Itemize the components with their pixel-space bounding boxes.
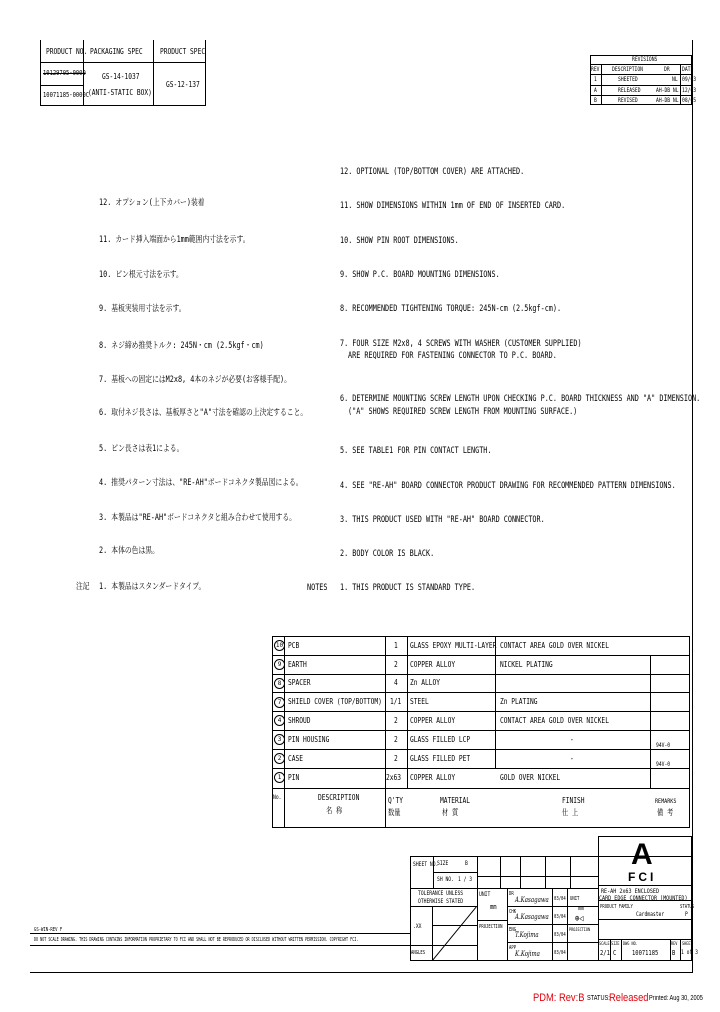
note-jp-9: 9. 基板実装用寸法を示す。 [99,304,186,314]
chk-signature: A.Kasagawa [515,913,549,921]
bom-qty-pin: 2x63 [386,773,402,782]
size-block-value: C [613,949,617,957]
projection-block-label: PROJECTION [569,928,591,933]
bom-finish-case: - [570,754,574,763]
tolerance-title: TOLERANCE UNLESS OTHERWISE STATED [418,890,464,905]
bom-qty-pcb: 1 [394,641,398,650]
product-no: 10071185-0000C [43,91,90,99]
packaging-spec-desc: (ANTI-STATIC BOX) [88,88,152,97]
product-family-value: Cardmaster [636,911,665,918]
bom-header-finish: FINISH [562,796,585,805]
unit-block-label: UNIT [570,896,580,902]
projection-symbol-icon: ⊕◁ [575,914,584,924]
header-product-spec: PRODUCT SPEC [160,47,206,56]
sheet-block-value: 1 of 3 [681,949,698,956]
bom-header-no: No. [273,794,282,801]
note-en-1: 1. THIS PRODUCT IS STANDARD TYPE. [340,583,476,593]
bom-qty-case: 2 [394,754,398,763]
dwg-no-label: DWG NO. [623,942,638,947]
note-jp-7: 7. 基板への固定にはM2x8, 4本のネジが必要(お客様手配)。 [99,375,291,385]
note-jp-11: 11. カード挿入端面から1mm範囲内寸法を示す。 [99,235,250,245]
bom-header-material: MATERIAL [440,796,471,805]
pdm-rev: PDM: Rev:B [533,992,585,1004]
bom-desc-pin: PIN [288,773,300,782]
bom-qty-shroud: 2 [394,716,398,725]
balloon-9: 9 [274,659,285,670]
bom-finish-earth: NICKEL PLATING [500,660,553,669]
sheet-block-label: SHEET [682,942,693,947]
bom-remarks-pin-housing: 94V-0 [656,742,671,749]
unit-value: mm [490,903,497,911]
rev-header-dr: DR [664,66,670,73]
disclaimer: DO NOT SCALE DRAWING. THIS DRAWING CONTAINS INFORMATION PROPRIETARY TO FCI AND SHALL NOT BE REPRODUCED OR DISCLOSED WITHOUT WRITTEN PERMISSION. COPYRIGHT FCI. [34,937,359,943]
rev-header-rev: REV [591,66,600,73]
bom-material-case: GLASS FILLED PET [410,754,471,763]
bom-finish-pcb: CONTACT AREA GOLD OVER NICKEL [500,641,609,650]
bom-material-spacer: Zn ALLOY [410,678,441,687]
bom-header-remarks-jp: 備 考 [657,808,674,817]
tol-row-xx: .XX [413,923,422,930]
tol-row-angles: ANGLES [411,950,426,956]
rev-row-2-date: 12/03 [682,87,697,94]
chk-date: 03/04 [554,914,566,920]
bom-header-description: DESCRIPTION [318,793,360,802]
bom-desc-shroud: SHROUD [288,716,311,725]
bom-desc-case: CASE [288,754,304,763]
bom-qty-shield-cover: 1/1 [390,697,402,706]
rev-row-1-date: 09/03 [682,76,697,83]
doc-ref: GS-WIN-REV F [34,927,63,933]
projection-label: PROJECTION [479,924,503,930]
bom-material-pin: COPPER ALLOY [410,773,456,782]
drawing-title-line-1: RE-AH 2x63 ENCLOSED [601,887,660,895]
bom-desc-earth: EARTH [288,660,307,669]
unit-block-value: mm [578,905,584,912]
status-label: STATUS: [587,995,610,1002]
note-en-5: 5. SEE TABLE1 FOR PIN CONTACT LENGTH. [340,446,492,456]
bom-qty-spacer: 4 [394,678,398,687]
drawing-title-line-2: CARD EDGE CONNECTOR (MOUNTED) [599,894,688,902]
tolerance-diagonal [432,906,477,961]
product-family-label: PRODUCT FAMILY [600,904,633,910]
note-jp-4: 4. 推奨パターン寸法は、"RE-AH"ボードコネクタ製品図による。 [99,478,303,488]
bom-desc-shield-cover: SHIELD COVER (TOP/BOTTOM) [288,697,382,706]
note-jp-5: 5. ピン長さは表1による。 [99,444,184,454]
note-jp-12: 12. オプション(上下カバー)装着 [99,198,205,208]
bom-desc-pcb: PCB [288,641,300,650]
eng-date: 03/04 [554,932,566,938]
bom-remarks-case: 94V-0 [656,761,671,768]
bom-header-qty-jp: 数量 [388,808,401,817]
rev-header-desc: DESCRIPTION [612,66,644,73]
balloon-8: 8 [274,678,285,689]
scale-value: 2/1 [600,949,610,957]
notes-jp-label: 注記 [76,582,90,592]
fci-logo-icon: A [631,838,653,871]
note-en-12: 12. OPTIONAL (TOP/BOTTOM COVER) ARE ATTACHED. [340,167,525,177]
note-en-6: 6. DETERMINE MOUNTING SCREW LENGTH UPON CHECKING P.C. BOARD THICKNESS AND "A" DIMENSION. [340,394,701,404]
balloon-3: 3 [274,734,285,745]
bom-header-material-jp: 材 質 [442,808,459,817]
status-block-label: STATUS [680,904,695,910]
sheet-label: SHEET NO. [413,861,439,868]
rev-row-1-rev: 1 [594,76,597,83]
dr-date: 03/04 [554,896,566,902]
rev-row-2-desc: RELEASED [618,87,641,94]
note-en-8: 8. RECOMMENDED TIGHTENING TORQUE: 245N-cm (2.5kgf-cm). [340,304,562,314]
size-label: SIZE [437,860,449,867]
drawing-frame [30,40,693,973]
balloon-4: 4 [274,715,285,726]
bom-header-qty: Q'TY [388,796,404,805]
note-en-7b: ARE REQUIRED FOR FASTENING CONNECTOR TO P.C. BOARD. [348,351,557,361]
sheet-no-label: SH NO. [437,876,454,883]
printed-date: Printed: Aug 30, 2005 [649,995,703,1002]
appr-date: 03/04 [554,950,566,956]
note-en-7: 7. FOUR SIZE M2x8, 4 SCREWS WITH WASHER (CUSTOMER SUPPLIED) [340,339,582,349]
rev-value: B [672,949,676,957]
chk-label: CHK [509,909,517,915]
appr-label: APP [509,945,517,951]
note-en-2: 2. BODY COLOR IS BLACK. [340,549,435,559]
header-packaging-spec: PACKAGING SPEC [90,47,143,56]
bom-desc-pin-housing: PIN HOUSING [288,735,330,744]
rev-row-3-dr: AH-DB NL [656,97,679,104]
note-en-9: 9. SHOW P.C. BOARD MOUNTING DIMENSIONS. [340,270,500,280]
product-spec-value: GS-12-137 [166,80,200,89]
rev-row-3-rev: B [594,97,597,104]
bom-qty-pin-housing: 2 [394,735,398,744]
note-en-4: 4. SEE "RE-AH" BOARD CONNECTOR PRODUCT DRAWING FOR RECOMMENDED PATTERN DIMENSIONS. [340,481,676,491]
note-jp-8: 8. ネジ締め推奨トルク: 245N・cm (2.5kgf・cm) [99,341,264,351]
notes-en-label: NOTES [307,583,328,593]
bom-material-shield-cover: STEEL [410,697,429,706]
bom-finish-pin: GOLD OVER NICKEL [500,773,561,782]
balloon-10: 10 [275,642,284,649]
eng-label: ENG [509,927,517,933]
note-jp-10: 10. ピン根元寸法を示す。 [99,270,183,280]
eng-signature: T.Kojima [515,931,539,939]
bom-header-finish-jp: 仕 上 [562,808,579,817]
rev-header-date: DATE [682,66,694,73]
bom-header-remarks: REMARKS [655,797,677,805]
note-en-3: 3. THIS PRODUCT USED WITH "RE-AH" BOARD CONNECTOR. [340,515,545,525]
bom-material-pin-housing: GLASS FILLED LCP [410,735,471,744]
status-block-value: P [685,911,688,918]
header-product-no: PRODUCT NO. [46,47,88,56]
bom-finish-shield-cover: Zn PLATING [500,697,538,706]
balloon-7: 7 [274,697,285,708]
status-value: Released [609,992,649,1004]
bom-desc-spacer: SPACER [288,678,311,687]
packaging-spec-no: GS-14-1037 [102,72,140,81]
dr-signature: A.Kasagawa [515,896,549,904]
note-jp-1: 1. 本製品はスタンダードタイプ。 [99,582,206,592]
rev-row-1-desc: SHEETED [618,76,638,83]
product-no-old: 10129705-0000 [43,69,86,77]
note-en-11: 11. SHOW DIMENSIONS WITHIN 1mm OF END OF INSERTED CARD. [340,201,566,211]
bom-material-shroud: COPPER ALLOY [410,716,456,725]
rev-row-2-dr: AH-DB NL [656,87,679,94]
sheet-no-value: 1 / 3 [458,876,473,883]
company-name: FCI [628,870,657,884]
note-en-6b: ("A" SHOWS REQUIRED SCREW LENGTH FROM MOUNTING SURFACE.) [348,407,578,417]
rev-row-3-desc: REVISED [618,97,638,104]
bom-finish-pin-housing: - [570,735,574,744]
bom-finish-shroud: CONTACT AREA GOLD OVER NICKEL [500,716,609,725]
rev-row-1-dr: NL [672,76,678,83]
size-value: B [465,860,468,867]
bom-material-earth: COPPER ALLOY [410,660,456,669]
note-jp-6: 6. 取付ネジ長さは、基板厚さと"A"寸法を確認の上決定すること。 [99,408,308,418]
rev-label: REV [671,942,678,947]
bom-qty-earth: 2 [394,660,398,669]
scale-label: SCALE [599,942,610,947]
note-jp-3: 3. 本製品は"RE-AH"ボードコネクタと組み合わせて使用する。 [99,513,296,523]
unit-label: UNIT [479,891,491,898]
balloon-2: 2 [274,753,285,764]
dwg-no-value: 10071185 [632,949,659,957]
size-block-label: SIZE [611,942,620,947]
dr-label: DR [509,891,514,897]
note-en-10: 10. SHOW PIN ROOT DIMENSIONS. [340,236,459,246]
balloon-1: 1 [274,772,285,783]
rev-row-2-rev: A [594,87,597,94]
note-jp-2: 2. 本体の色は黒。 [99,546,159,556]
rev-row-3-date: 08/05 [682,97,697,104]
appr-signature: K.Kojima [515,950,540,958]
revisions-title: REVISIONS [632,56,658,63]
bom-material-pcb: GLASS EPOXY MULTI-LAYER [410,641,497,650]
bom-header-description-jp: 名 称 [326,806,343,815]
